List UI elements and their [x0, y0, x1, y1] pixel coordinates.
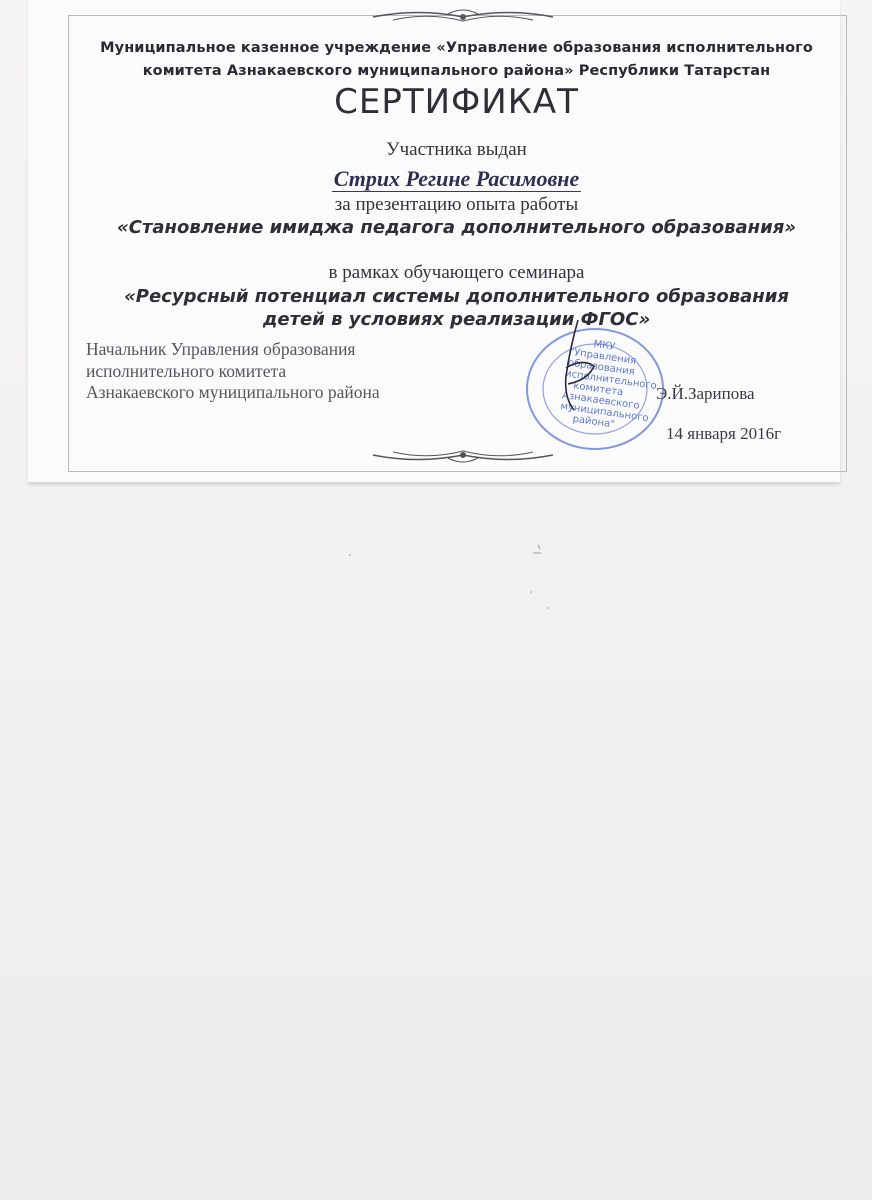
signatory-position-line-1: Начальник Управления образования	[86, 339, 356, 359]
seminar-label: в рамках обучающего семинара	[328, 262, 585, 283]
recipient-name	[68, 166, 845, 192]
issued-label: Участника выдан	[386, 139, 527, 160]
certificate-title: СЕРТИФИКАТ	[334, 82, 579, 122]
certificate-sheet	[28, 0, 840, 483]
presentation-title: «Становление имиджа педагога дополнительного образования»	[117, 217, 796, 238]
bottom-ornament-icon	[368, 444, 558, 466]
issue-date: 14 января 2016г	[666, 424, 782, 443]
recipient-name-text: Стрих Регине Расимовне	[333, 166, 580, 191]
seminar-title-line-2: детей в условиях реализации ФГОС»	[262, 309, 651, 330]
seminar-title-line-1: «Ресурсный потенциал системы дополнительного образования	[124, 286, 789, 307]
top-ornament-icon	[368, 6, 558, 28]
signatory-name: Э.Й.Зарипова	[656, 384, 755, 403]
signatory-position-line-3: Азнакаевского муниципального района	[86, 382, 380, 402]
for-label: за презентацию опыта работы	[334, 194, 579, 215]
issuer-line-2: комитета Азнакаевского муниципального района» Республики Татарстан	[142, 63, 771, 79]
handwritten-signature	[548, 318, 608, 413]
stamp-text: МКУ "Управления образования исполнительного комитета Азнакаевского муниципального района"	[559, 338, 658, 431]
signatory-position-line-2: исполнительного комитета	[86, 361, 287, 381]
issuer-line-1: Муниципальное казенное учреждение «Управление образования исполнительного	[100, 40, 813, 56]
